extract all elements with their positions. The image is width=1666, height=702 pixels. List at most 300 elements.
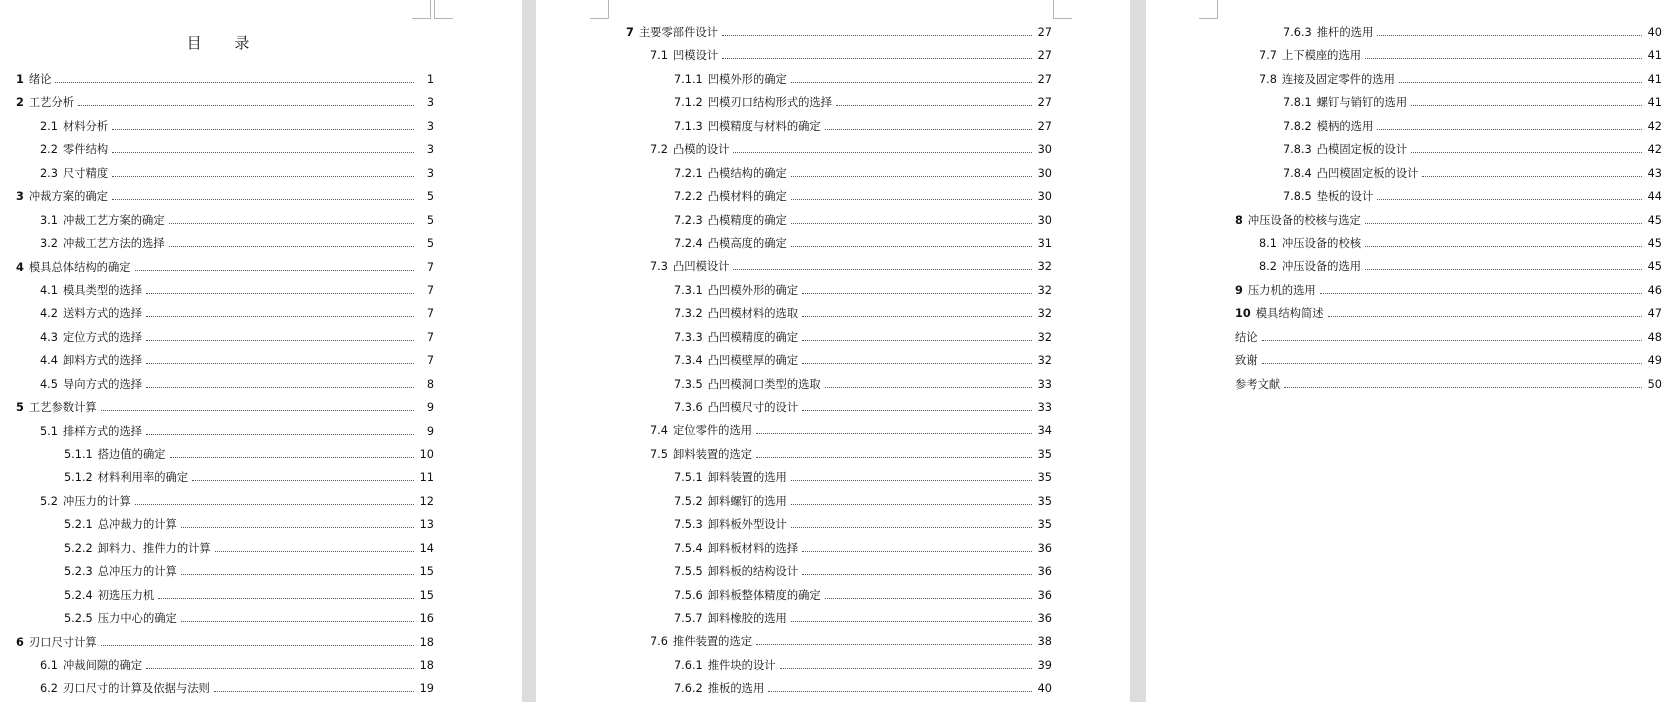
toc-entry-title: 连接及固定零件的选用 bbox=[1281, 72, 1395, 86]
toc-entry[interactable] bbox=[626, 326, 1052, 349]
toc-dot-leader bbox=[181, 519, 414, 528]
toc-entry-number: 7.3.4 bbox=[674, 354, 703, 368]
toc-entry[interactable] bbox=[16, 209, 434, 232]
toc-entry[interactable] bbox=[16, 185, 434, 208]
toc-dot-leader bbox=[146, 285, 414, 294]
toc-entry[interactable] bbox=[626, 560, 1052, 583]
toc-entry-title: 工艺参数计算 bbox=[28, 401, 97, 415]
toc-dot-leader bbox=[802, 543, 1032, 552]
toc-entry[interactable] bbox=[1235, 373, 1662, 396]
toc-entry-title: 刃口尺寸计算 bbox=[28, 635, 97, 649]
toc-entry[interactable] bbox=[1235, 115, 1662, 138]
toc-entry-number: 7.3.2 bbox=[674, 307, 703, 321]
toc-dot-leader bbox=[169, 238, 414, 247]
toc-entry[interactable] bbox=[626, 537, 1052, 560]
toc-entry-page: 41 bbox=[1647, 96, 1662, 110]
toc-entry[interactable] bbox=[626, 255, 1052, 278]
toc-dot-leader bbox=[55, 74, 414, 83]
toc-dot-leader bbox=[1284, 379, 1642, 388]
toc-entry-number: 8.1 bbox=[1259, 236, 1277, 250]
toc-dot-leader bbox=[135, 262, 414, 271]
toc-entry-title: 凸凹模尺寸的设计 bbox=[707, 401, 799, 414]
toc-entry-title: 导向方式的选择 bbox=[62, 377, 143, 391]
toc-entry-number: 7.3 bbox=[650, 260, 668, 274]
toc-entry-page: 11 bbox=[419, 471, 434, 485]
toc-dot-leader bbox=[733, 261, 1032, 270]
toc-entry-page: 41 bbox=[1647, 72, 1662, 86]
toc-entry[interactable] bbox=[626, 677, 1052, 700]
toc-entry-title: 冲压设备的校核与选定 bbox=[1247, 213, 1361, 227]
toc-entry-title: 卸料装置的选定 bbox=[672, 447, 753, 461]
toc-entry-page: 30 bbox=[1037, 143, 1052, 157]
toc-entry-number: 7.5.1 bbox=[674, 471, 703, 485]
toc-dot-leader bbox=[722, 27, 1032, 36]
toc-entry-number: 5.2.5 bbox=[64, 612, 93, 626]
toc-entry-title: 推板的选用 bbox=[707, 682, 765, 696]
toc-entry[interactable] bbox=[16, 490, 434, 513]
toc-dot-leader bbox=[1328, 308, 1642, 317]
toc-entry-page: 35 bbox=[1037, 494, 1052, 508]
toc-entry-page: 18 bbox=[419, 658, 434, 672]
toc-entry-title: 凸凹模外形的确定 bbox=[707, 283, 799, 297]
toc-entry-title: 卸料力、推件力的计算 bbox=[97, 541, 211, 555]
toc-entry-title: 总冲裁力的计算 bbox=[97, 518, 177, 532]
toc-entry-number: 5 bbox=[16, 401, 24, 415]
toc-dot-leader bbox=[791, 613, 1032, 622]
toc-entry-page: 36 bbox=[1037, 541, 1052, 555]
toc-entry-number: 2.1 bbox=[40, 119, 58, 133]
toc-entry[interactable] bbox=[1235, 44, 1662, 67]
toc-entry[interactable] bbox=[16, 91, 434, 114]
toc-entry[interactable] bbox=[626, 654, 1052, 677]
toc-dot-leader bbox=[169, 215, 414, 224]
toc-entry-number: 7.1.3 bbox=[674, 119, 703, 133]
toc-entry[interactable] bbox=[16, 138, 434, 161]
toc-entry-page: 9 bbox=[426, 401, 434, 415]
toc-entry-page: 8 bbox=[426, 377, 434, 391]
toc-entry-title: 冲裁工艺方案的确定 bbox=[62, 213, 165, 227]
toc-entry-page: 42 bbox=[1647, 119, 1662, 133]
toc-entry-page: 18 bbox=[419, 635, 434, 649]
toc-entry[interactable] bbox=[16, 279, 434, 302]
toc-entry-page: 5 bbox=[426, 213, 434, 227]
toc-entry[interactable] bbox=[626, 279, 1052, 302]
toc-entry[interactable] bbox=[16, 232, 434, 255]
toc-entry-number: 7 bbox=[626, 26, 634, 39]
toc-entry-number: 6.2 bbox=[40, 682, 58, 696]
toc-entry-number: 8.2 bbox=[1259, 260, 1277, 274]
toc-entry-number: 2 bbox=[16, 96, 24, 110]
toc-entry-page: 1 bbox=[426, 73, 434, 86]
toc-entry-title: 凸模结构的确定 bbox=[707, 166, 787, 180]
toc-dot-leader bbox=[181, 566, 414, 575]
toc-entry-number: 7.6.3 bbox=[1283, 26, 1312, 39]
toc-dot-leader bbox=[1365, 215, 1642, 224]
toc-entry-page: 50 bbox=[1647, 377, 1662, 391]
toc-dot-leader bbox=[101, 637, 414, 646]
toc-entry-number: 5.1.2 bbox=[64, 471, 93, 485]
toc-entry[interactable] bbox=[626, 584, 1052, 607]
toc-entry-page: 40 bbox=[1647, 26, 1662, 39]
toc-dot-leader bbox=[756, 636, 1032, 645]
toc-entry-number: 9 bbox=[1235, 283, 1243, 297]
toc-entry[interactable] bbox=[626, 630, 1052, 653]
toc-entry-number: 5.2.2 bbox=[64, 541, 93, 555]
toc-entry-title: 零件结构 bbox=[62, 143, 109, 157]
toc-entry-number: 7.5.4 bbox=[674, 541, 703, 555]
toc-entry-page: 32 bbox=[1037, 330, 1052, 344]
toc-entry-number: 7.1 bbox=[650, 49, 668, 63]
toc-entry-title: 参考文献 bbox=[1235, 377, 1281, 391]
toc-entry[interactable] bbox=[16, 115, 434, 138]
toc-entry-number: 4.1 bbox=[40, 283, 58, 297]
toc-entry-page: 31 bbox=[1037, 236, 1052, 250]
toc-dot-leader bbox=[1377, 27, 1642, 36]
toc-dot-leader bbox=[1411, 97, 1642, 106]
toc-dot-leader bbox=[756, 425, 1032, 434]
toc-entry-page: 47 bbox=[1647, 307, 1662, 321]
toc-entry-number: 3.2 bbox=[40, 237, 58, 251]
toc-entry-title: 主要零部件设计 bbox=[638, 26, 718, 39]
toc-entry-page: 27 bbox=[1037, 96, 1052, 110]
toc-entry-title: 卸料方式的选择 bbox=[62, 354, 143, 368]
toc-entry[interactable] bbox=[16, 302, 434, 325]
toc-entry-page: 30 bbox=[1037, 190, 1052, 204]
toc-entry-title: 凸凹模固定板的设计 bbox=[1316, 166, 1419, 180]
toc-entry[interactable] bbox=[626, 419, 1052, 442]
toc-entry-number: 7.3.3 bbox=[674, 330, 703, 344]
toc-entry-number: 7.1.2 bbox=[674, 96, 703, 110]
toc-entry-page: 15 bbox=[419, 565, 434, 579]
toc-entry[interactable] bbox=[16, 420, 434, 443]
toc-entry-number: 2.3 bbox=[40, 166, 58, 180]
toc-entry[interactable] bbox=[626, 68, 1052, 91]
toc-dot-leader bbox=[791, 191, 1032, 200]
toc-entry-page: 3 bbox=[426, 96, 434, 110]
toc-entry-page: 3 bbox=[426, 119, 434, 133]
toc-entry[interactable] bbox=[1235, 232, 1662, 255]
toc-entry-title: 冲压设备的校核 bbox=[1281, 236, 1362, 250]
toc-entry-page: 12 bbox=[419, 494, 434, 508]
toc-dot-leader bbox=[214, 683, 414, 692]
toc-entry[interactable] bbox=[16, 607, 434, 630]
toc-entry-page: 32 bbox=[1037, 354, 1052, 368]
toc-entry[interactable] bbox=[1235, 91, 1662, 114]
toc-entry-title: 凹模外形的确定 bbox=[707, 72, 787, 86]
document-page-3 bbox=[1146, 0, 1666, 702]
toc-entry-number: 7.2.2 bbox=[674, 190, 703, 204]
toc-dot-leader bbox=[825, 590, 1032, 599]
toc-entry[interactable] bbox=[1235, 162, 1662, 185]
toc-entry-page: 13 bbox=[419, 518, 434, 532]
toc-entry-title: 卸料装置的选用 bbox=[707, 471, 787, 485]
toc-entry-title: 凸模高度的确定 bbox=[707, 236, 787, 250]
toc-entry-number: 7.8.2 bbox=[1283, 119, 1312, 133]
toc-entry-title: 模具类型的选择 bbox=[62, 283, 143, 297]
toc-entry-title: 推件装置的选定 bbox=[672, 635, 753, 649]
toc-entry[interactable] bbox=[16, 443, 434, 466]
toc-entry[interactable] bbox=[1235, 138, 1662, 161]
toc-entry-number: 4.2 bbox=[40, 307, 58, 321]
toc-dot-leader bbox=[780, 660, 1032, 669]
toc-entry-number: 3.1 bbox=[40, 213, 58, 227]
toc-entry-page: 45 bbox=[1647, 213, 1662, 227]
toc-entry-number: 7.6.2 bbox=[674, 682, 703, 696]
toc-entry-page: 3 bbox=[426, 166, 434, 180]
toc-entry-page: 46 bbox=[1647, 283, 1662, 297]
toc-entry-title: 凸模精度的确定 bbox=[707, 213, 787, 227]
toc-entry-title: 卸料板的结构设计 bbox=[707, 565, 799, 579]
toc-entry[interactable] bbox=[16, 560, 434, 583]
toc-dot-leader bbox=[135, 496, 414, 505]
toc-entry-page: 43 bbox=[1647, 166, 1662, 180]
toc-entry[interactable] bbox=[626, 396, 1052, 419]
toc-entry[interactable] bbox=[1235, 302, 1662, 325]
toc-dot-leader bbox=[146, 308, 414, 317]
toc-entry-title: 凸模材料的确定 bbox=[707, 190, 787, 204]
toc-entry-number: 7.6.1 bbox=[674, 658, 703, 672]
toc-entry-number: 7.4 bbox=[650, 424, 668, 438]
toc-dot-leader bbox=[112, 144, 414, 153]
toc-entry[interactable] bbox=[16, 256, 434, 279]
toc-entry[interactable] bbox=[626, 349, 1052, 372]
toc-entry[interactable] bbox=[626, 44, 1052, 67]
toc-entry-title: 材料利用率的确定 bbox=[97, 471, 189, 485]
toc-entry-number: 7.8.5 bbox=[1283, 190, 1312, 204]
toc-entry-number: 2.2 bbox=[40, 143, 58, 157]
toc-entry-number: 5.2.3 bbox=[64, 565, 93, 579]
toc-entry-number: 7.2.1 bbox=[674, 166, 703, 180]
toc-entry-number: 7.8 bbox=[1259, 72, 1277, 86]
toc-entry[interactable] bbox=[16, 584, 434, 607]
toc-entry-title: 凹模刃口结构形式的选择 bbox=[707, 96, 833, 110]
toc-entry-number: 7.3.1 bbox=[674, 283, 703, 297]
toc-entry-page: 35 bbox=[1037, 471, 1052, 485]
toc-entry-page: 5 bbox=[426, 237, 434, 251]
toc-entry-page: 38 bbox=[1037, 635, 1052, 649]
toc-entry[interactable] bbox=[626, 21, 1052, 44]
toc-entry[interactable] bbox=[16, 373, 434, 396]
toc-entry[interactable] bbox=[626, 185, 1052, 208]
toc-dot-leader bbox=[146, 355, 414, 364]
toc-dot-leader bbox=[825, 121, 1032, 130]
toc-list bbox=[16, 68, 434, 701]
toc-dot-leader bbox=[1365, 238, 1642, 247]
toc-dot-leader bbox=[791, 168, 1032, 177]
toc-entry[interactable] bbox=[626, 490, 1052, 513]
crop-mark bbox=[590, 0, 609, 19]
toc-entry-title: 卸料板整体精度的确定 bbox=[707, 588, 821, 602]
toc-dot-leader bbox=[825, 379, 1032, 388]
toc-entry-title: 送料方式的选择 bbox=[62, 307, 143, 321]
toc-entry-page: 35 bbox=[1037, 447, 1052, 461]
toc-entry-number: 7.2.3 bbox=[674, 213, 703, 227]
toc-entry-page: 34 bbox=[1037, 424, 1052, 438]
toc-entry-number: 7.5.7 bbox=[674, 611, 703, 625]
toc-dot-leader bbox=[756, 449, 1032, 458]
toc-entry[interactable] bbox=[626, 138, 1052, 161]
toc-dot-leader bbox=[146, 660, 414, 669]
toc-dot-leader bbox=[802, 332, 1032, 341]
toc-entry-number: 5.2.1 bbox=[64, 518, 93, 532]
toc-entry-page: 3 bbox=[426, 143, 434, 157]
toc-entry-title: 定位零件的选用 bbox=[672, 424, 753, 438]
toc-list bbox=[626, 21, 1052, 701]
toc-dot-leader bbox=[146, 379, 414, 388]
toc-entry-page: 15 bbox=[419, 588, 434, 602]
toc-entry-title: 垫板的设计 bbox=[1316, 190, 1374, 204]
toc-entry-title: 压力中心的确定 bbox=[97, 612, 177, 626]
toc-entry[interactable] bbox=[16, 513, 434, 536]
toc-entry[interactable] bbox=[16, 162, 434, 185]
toc-entry[interactable] bbox=[626, 513, 1052, 536]
toc-dot-leader bbox=[791, 238, 1032, 247]
toc-entry[interactable] bbox=[626, 373, 1052, 396]
toc-dot-leader bbox=[112, 191, 414, 200]
toc-entry-title: 凸凹模壁厚的确定 bbox=[707, 354, 799, 368]
toc-entry-page: 45 bbox=[1647, 260, 1662, 274]
toc-dot-leader bbox=[1377, 191, 1642, 200]
toc-entry-title: 卸料橡胶的选用 bbox=[707, 611, 787, 625]
toc-entry-page: 32 bbox=[1037, 283, 1052, 297]
toc-entry-page: 32 bbox=[1037, 307, 1052, 321]
toc-entry-page: 19 bbox=[419, 682, 434, 696]
toc-entry[interactable] bbox=[1235, 209, 1662, 232]
toc-entry-number: 7.3.5 bbox=[674, 377, 703, 391]
toc-entry[interactable] bbox=[1235, 185, 1662, 208]
toc-entry-page: 9 bbox=[426, 424, 434, 438]
toc-entry[interactable] bbox=[16, 466, 434, 489]
toc-entry-title: 上下模座的选用 bbox=[1281, 49, 1362, 63]
toc-entry[interactable] bbox=[626, 209, 1052, 232]
toc-entry-title: 排样方式的选择 bbox=[62, 424, 143, 438]
toc-entry[interactable] bbox=[626, 466, 1052, 489]
toc-entry[interactable] bbox=[626, 232, 1052, 255]
toc-entry[interactable] bbox=[626, 302, 1052, 325]
toc-dot-leader bbox=[192, 472, 414, 481]
toc-entry-page: 7 bbox=[426, 260, 434, 274]
toc-dot-leader bbox=[802, 566, 1032, 575]
toc-entry-title: 凸模的设计 bbox=[672, 143, 730, 157]
toc-entry-page: 27 bbox=[1037, 26, 1052, 39]
toc-entry-number: 10 bbox=[1235, 307, 1251, 321]
toc-entry-title: 卸料螺钉的选用 bbox=[707, 494, 787, 508]
toc-entry[interactable] bbox=[1235, 279, 1662, 302]
toc-entry-page: 35 bbox=[1037, 518, 1052, 532]
toc-entry-page: 48 bbox=[1647, 330, 1662, 344]
toc-entry[interactable] bbox=[626, 115, 1052, 138]
toc-entry-page: 33 bbox=[1037, 377, 1052, 391]
toc-entry-page: 40 bbox=[1037, 682, 1052, 696]
toc-entry-number: 7.5.2 bbox=[674, 494, 703, 508]
toc-entry-title: 致谢 bbox=[1235, 354, 1258, 368]
toc-dot-leader bbox=[1422, 168, 1642, 177]
toc-entry-number: 5.1.1 bbox=[64, 448, 93, 461]
toc-entry[interactable] bbox=[16, 537, 434, 560]
toc-entry-number: 7.7 bbox=[1259, 49, 1277, 63]
toc-entry-page: 36 bbox=[1037, 565, 1052, 579]
toc-entry-number: 6.1 bbox=[40, 658, 58, 672]
toc-entry-page: 27 bbox=[1037, 72, 1052, 86]
toc-entry[interactable] bbox=[16, 68, 434, 91]
toc-entry[interactable] bbox=[626, 607, 1052, 630]
toc-dot-leader bbox=[791, 472, 1032, 481]
toc-entry-number: 7.8.1 bbox=[1283, 96, 1312, 110]
toc-entry-title: 卸料板外型设计 bbox=[707, 518, 787, 532]
toc-dot-leader bbox=[1320, 285, 1642, 294]
toc-entry-title: 推件块的设计 bbox=[707, 658, 776, 672]
toc-entry-page: 5 bbox=[426, 190, 434, 204]
toc-entry-number: 3 bbox=[16, 190, 24, 204]
toc-entry[interactable] bbox=[1235, 255, 1662, 278]
document-page-2 bbox=[536, 0, 1130, 702]
toc-entry[interactable] bbox=[1235, 326, 1662, 349]
toc-entry-page: 32 bbox=[1037, 260, 1052, 274]
toc-entry-number: 7.2.4 bbox=[674, 236, 703, 250]
toc-entry-number: 7.3.6 bbox=[674, 401, 703, 414]
toc-entry-page: 36 bbox=[1037, 611, 1052, 625]
toc-entry-title: 材料分析 bbox=[62, 119, 109, 133]
toc-dot-leader bbox=[170, 449, 414, 458]
toc-entry[interactable] bbox=[16, 326, 434, 349]
toc-entry-page: 33 bbox=[1037, 401, 1052, 414]
toc-entry-number: 6 bbox=[16, 635, 24, 649]
toc-entry-number: 5.1 bbox=[40, 424, 58, 438]
toc-entry[interactable] bbox=[626, 162, 1052, 185]
toc-entry[interactable] bbox=[16, 654, 434, 677]
toc-entry-number: 8 bbox=[1235, 213, 1243, 227]
toc-entry[interactable] bbox=[626, 91, 1052, 114]
toc-entry-number: 7.5.6 bbox=[674, 588, 703, 602]
toc-entry-number: 7.5.3 bbox=[674, 518, 703, 532]
toc-entry-page: 42 bbox=[1647, 143, 1662, 157]
document-page-1 bbox=[0, 0, 522, 702]
toc-entry[interactable] bbox=[1235, 349, 1662, 372]
toc-entry[interactable] bbox=[16, 631, 434, 654]
toc-entry[interactable] bbox=[16, 677, 434, 700]
toc-entry-page: 36 bbox=[1037, 588, 1052, 602]
toc-entry-title: 凸凹模设计 bbox=[672, 260, 730, 274]
toc-dot-leader bbox=[791, 519, 1032, 528]
toc-entry-title: 模柄的选用 bbox=[1316, 119, 1374, 133]
toc-entry-title: 压力机的选用 bbox=[1247, 283, 1316, 297]
toc-entry[interactable] bbox=[626, 443, 1052, 466]
toc-dot-leader bbox=[146, 332, 414, 341]
toc-entry[interactable] bbox=[16, 396, 434, 419]
toc-entry-number: 7.8.3 bbox=[1283, 143, 1312, 157]
toc-entry-page: 7 bbox=[426, 283, 434, 297]
toc-entry-title: 冲压力的计算 bbox=[62, 494, 131, 508]
toc-entry[interactable] bbox=[1235, 21, 1662, 44]
toc-entry-number: 5.2.4 bbox=[64, 588, 93, 602]
toc-entry-title: 模具结构简述 bbox=[1255, 307, 1324, 321]
toc-entry[interactable] bbox=[16, 349, 434, 372]
toc-entry-page: 39 bbox=[1037, 658, 1052, 672]
toc-entry-title: 螺钉与销钉的选用 bbox=[1316, 96, 1408, 110]
toc-dot-leader bbox=[1411, 144, 1642, 153]
toc-entry-title: 尺寸精度 bbox=[62, 166, 109, 180]
toc-entry[interactable] bbox=[1235, 68, 1662, 91]
toc-dot-leader bbox=[101, 402, 414, 411]
toc-entry-title: 总冲压力的计算 bbox=[97, 565, 177, 579]
crop-mark bbox=[1053, 0, 1072, 19]
toc-dot-leader bbox=[1399, 74, 1642, 83]
toc-dot-leader bbox=[1377, 121, 1642, 130]
toc-entry-page: 27 bbox=[1037, 119, 1052, 133]
toc-entry-title: 模具总体结构的确定 bbox=[28, 260, 131, 274]
toc-entry-title: 冲压设备的选用 bbox=[1281, 260, 1362, 274]
toc-dot-leader bbox=[791, 215, 1032, 224]
